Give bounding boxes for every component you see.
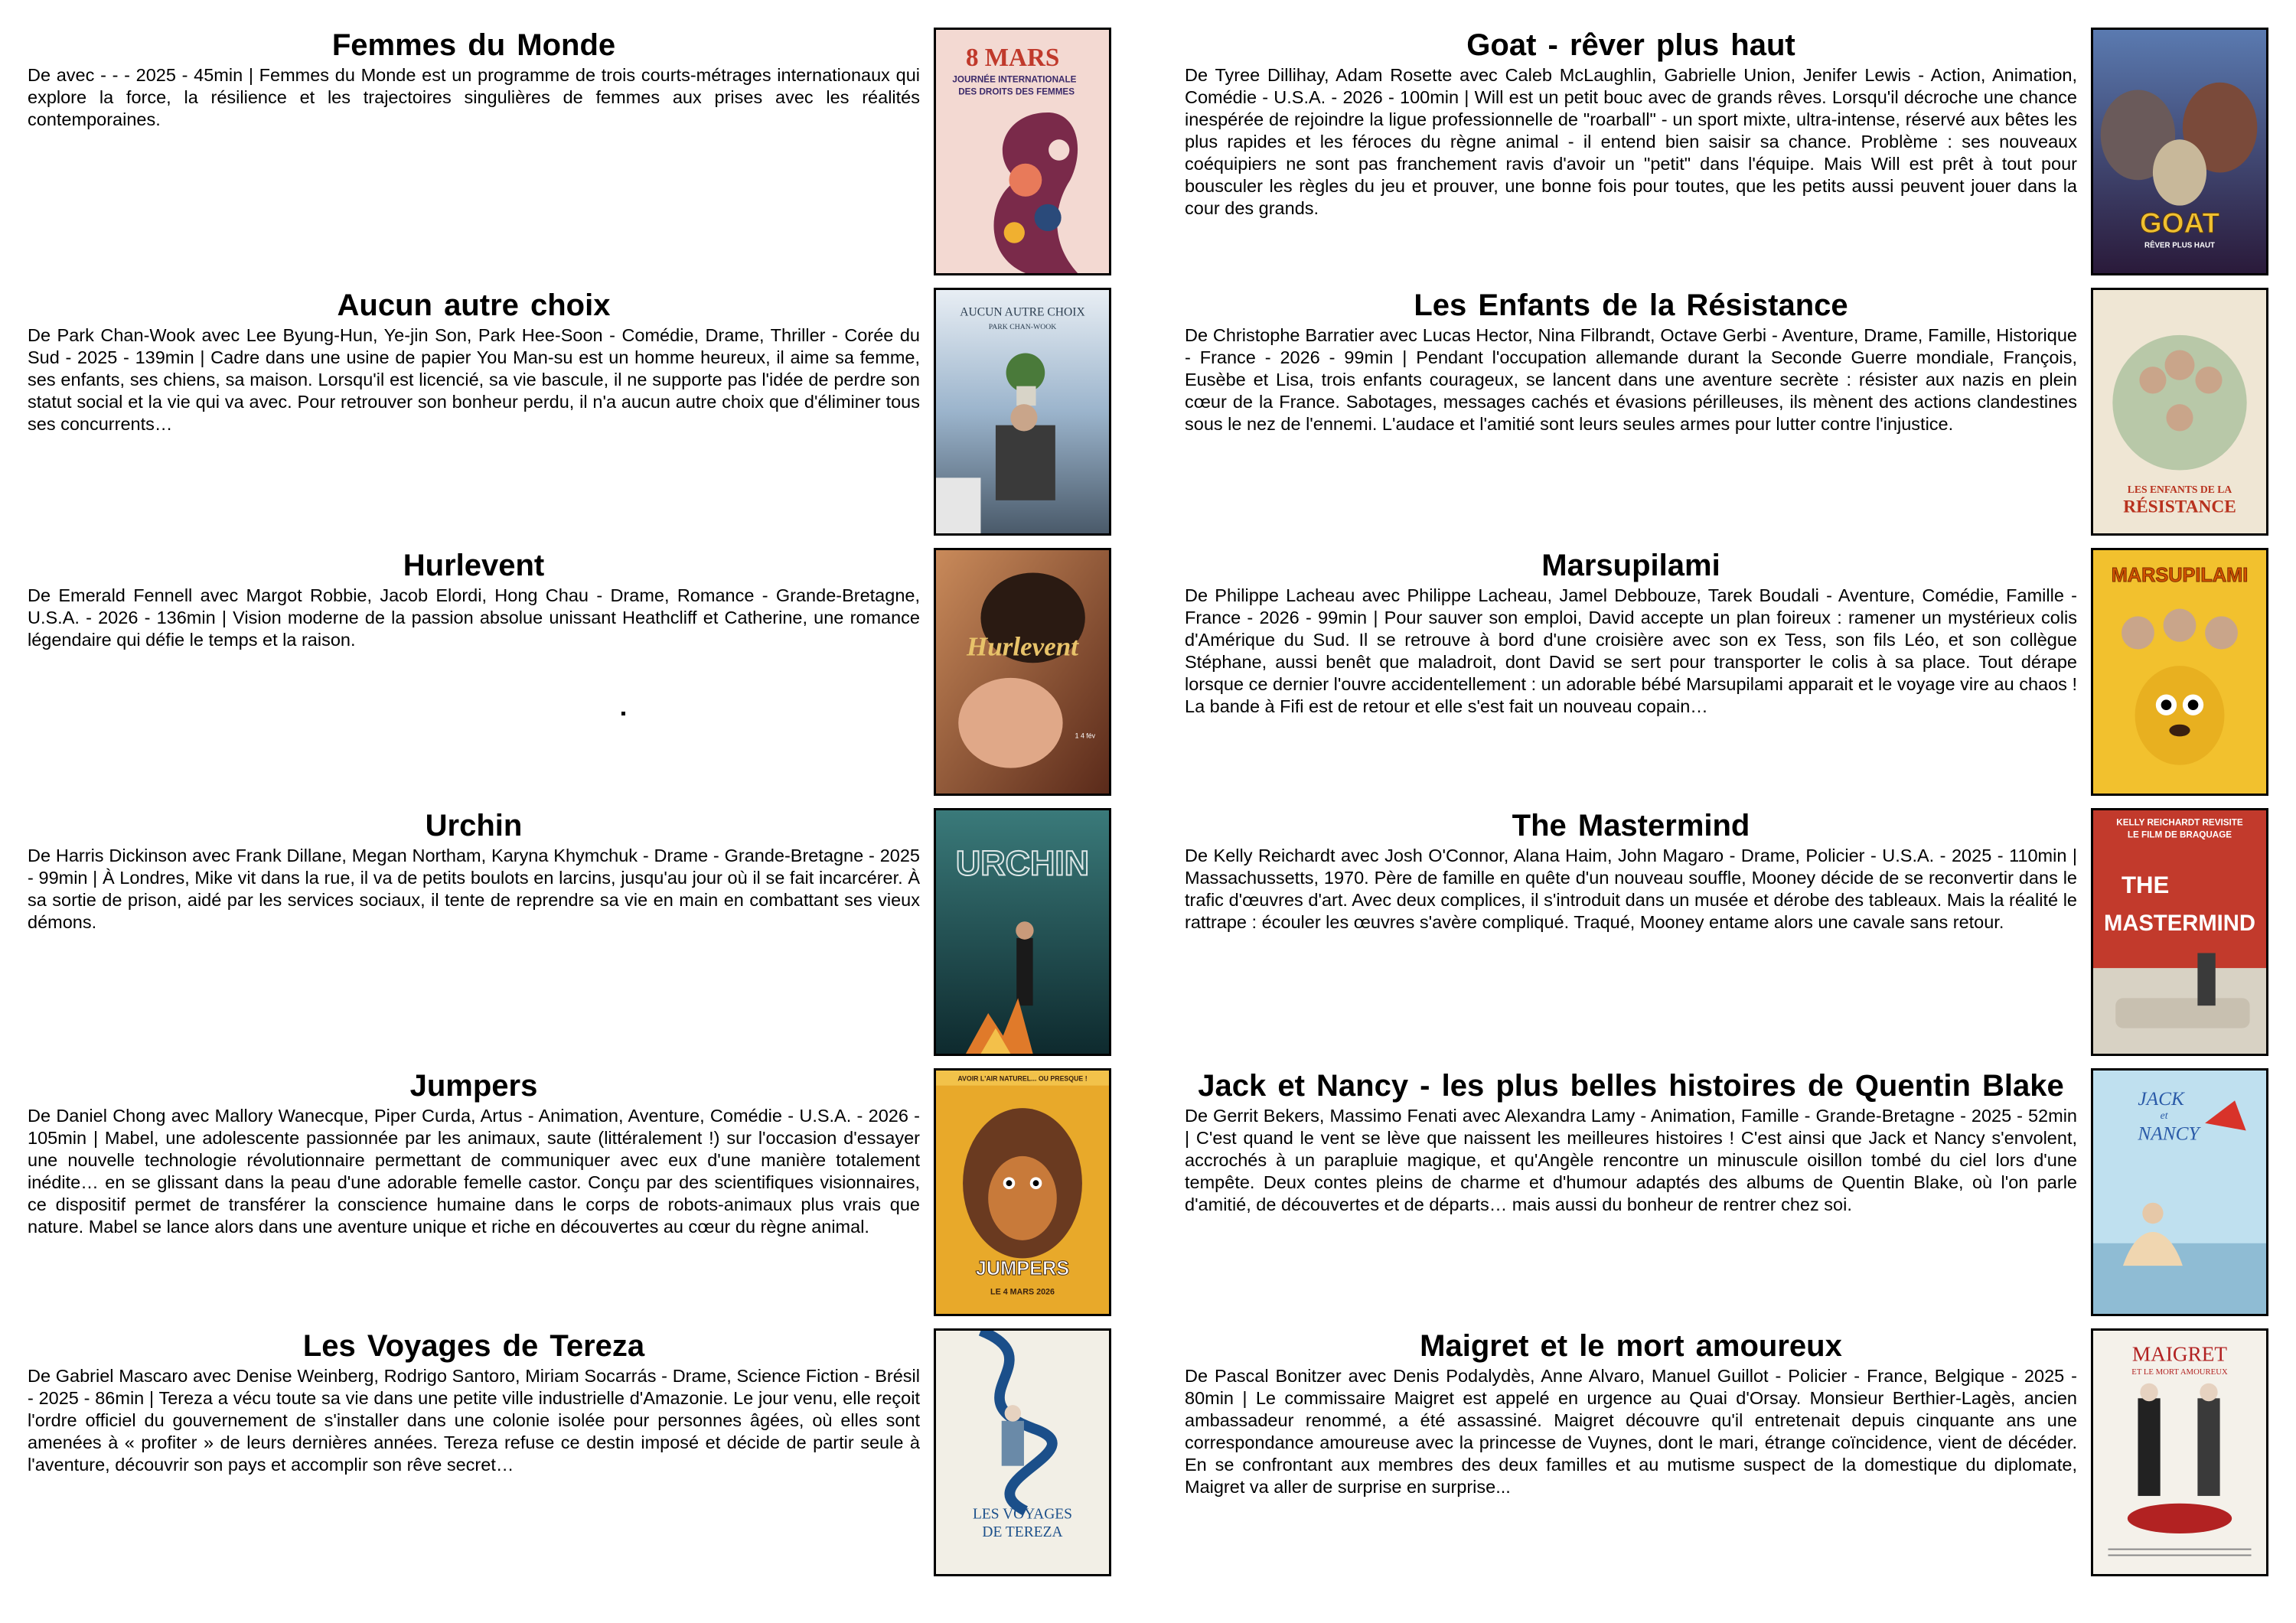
film-title: Urchin: [425, 809, 523, 842]
film-title: Jack et Nancy - les plus belles histoires de Quentin Blake: [1198, 1069, 2064, 1103]
film-poster: [934, 288, 1111, 536]
svg-text:DE TEREZA: DE TEREZA: [982, 1524, 1063, 1540]
film-title: The Mastermind: [1512, 809, 1750, 842]
svg-text:DES DROITS DES FEMMES: DES DROITS DES FEMMES: [958, 86, 1075, 97]
film-entry: [28, 1328, 1117, 1581]
svg-text:LE FILM DE BRAQUAGE: LE FILM DE BRAQUAGE: [2127, 829, 2232, 840]
film-poster: [2091, 288, 2268, 536]
film-poster: [934, 548, 1111, 796]
film-description: De Philippe Lacheau avec Philippe Lacheau, Jamel Debbouze, Tarek Boudali - Aventure, Comédie, Famille - France - 2026 - 99min | Pour sauver son emploi, David accepte un plan foireux : ramener un mystérieux colis d'Amérique du Sud. Il se retrouve à bord d'une croisière avec son ex Tess, son fils Léo, et son collègue Stéphane, aussi benêt que maladroit, dont David se sert pour transporter le colis à sa place. Tout dérape lorsque ce dernier l'ouvre accidentellement : un adorable bébé Marsupilami apparait et le voyage vire au chaos ! La bande à Fifi est de retour et elle s'est fait un nouveau copain…: [1185, 585, 2077, 716]
svg-text:THE: THE: [2122, 871, 2170, 898]
film-title: Jumpers: [409, 1069, 538, 1103]
film-entry: [28, 28, 1117, 280]
film-description: De Gabriel Mascaro avec Denise Weinberg, Rodrigo Santoro, Miriam Socarrás - Drame, Science Fiction - Brésil - 2025 - 86min | Tereza a vécu toute sa vie dans une petite ville industrielle d'Amazonie. Le jour venu, elle reçoit l'ordre officiel du gouvernement de s'installer dans une colonie isolée pour personnes âgées, où elles sont amenées à « profiter » de leurs dernières années. Tereza refuse ce destin imposé et décide de partir seule à l'aventure, découvrir son pays et accomplir son rêve secret…: [28, 1366, 920, 1475]
svg-text:JUMPERS: JUMPERS: [975, 1257, 1070, 1279]
film-entry: [1185, 1328, 2275, 1581]
svg-text:et: et: [2160, 1109, 2168, 1121]
stray-dot: [621, 712, 625, 715]
svg-text:MARSUPILAMI: MARSUPILAMI: [2111, 565, 2249, 587]
svg-text:ET LE MORT AMOUREUX: ET LE MORT AMOUREUX: [2131, 1367, 2228, 1377]
film-title: Hurlevent: [403, 549, 545, 582]
film-title: Maigret et le mort amoureux: [1420, 1329, 1842, 1363]
film-entry: [1185, 1068, 2275, 1321]
film-poster: [2091, 548, 2268, 796]
film-entry: [1185, 288, 2275, 540]
film-title: Marsupilami: [1541, 549, 1720, 582]
film-description: De Christophe Barratier avec Lucas Hector, Nina Filbrandt, Octave Gerbi - Aventure, Drame, Famille, Historique - France - 2026 - 99min | Pendant l'occupation allemande durant la Seconde Guerre mondiale, François, Eusèbe et Lisa, trois enfants courageux, se lancent dans une aventure secrète : résister aux nazis en plein cœur de la France. Sabotages, messages cachés et évasions périlleuses, ils mènent des actions clandestines sous le nez de l'ennemi. L'audace et l'amitié sont leurs seules armes pour lutter contre l'injustice.: [1185, 325, 2077, 434]
film-entry: [28, 288, 1117, 540]
svg-text:MAIGRET: MAIGRET: [2131, 1342, 2228, 1366]
film-title: Les Enfants de la Résistance: [1414, 288, 1848, 322]
film-entry: [1185, 548, 2275, 800]
film-title: Aucun autre choix: [337, 288, 611, 322]
film-description: De Harris Dickinson avec Frank Dillane, Megan Northam, Karyna Khymchuk - Drame - Grande-Bretagne - 2025 - 99min | À Londres, Mike vit dans la rue, il va de petits boulots en larcins, jusqu'au jour où il se fait incarcérer. À sa sortie de prison, aidé par les services sociaux, il tente de reprendre sa vie en main en combattant ses vieux démons.: [28, 846, 920, 932]
film-entry: [28, 548, 1117, 800]
film-poster: [2091, 1068, 2268, 1316]
svg-text:RÊVER PLUS HAUT: RÊVER PLUS HAUT: [2144, 241, 2215, 250]
film-entry: [1185, 28, 2275, 280]
film-description: De avec - - - 2025 - 45min | Femmes du Monde est un programme de trois courts-métrages internationaux qui explore la force, la résilience et les trajectoires singulières de femmes aux prises avec les réalités contemporaines.: [28, 65, 920, 129]
svg-text:AVOIR L'AIR NATUREL... OU PRES: AVOIR L'AIR NATUREL... OU PRESQUE !: [957, 1074, 1088, 1083]
film-title: Femmes du Monde: [331, 28, 616, 62]
film-description: De Park Chan-Wook avec Lee Byung-Hun, Ye-jin Son, Park Hee-Soon - Comédie, Drame, Thriller - Corée du Sud - 2025 - 139min | Cadre dans une usine de papier You Man-su est un homme heureux, il aime sa femme, ses enfants, ses chiens, sa maison. Lorsqu'il est licencié, sa vie bascule, il ne supporte pas l'idée de perdre son statut social et la vie qui va avec. Pour retrouver son bonheur perdu, il n'a aucun autre choix que d'éliminer tous ses concurrents…: [28, 325, 920, 434]
svg-text:MASTERMIND: MASTERMIND: [2103, 910, 2256, 937]
svg-text:URCHIN: URCHIN: [955, 843, 1090, 883]
film-poster: [934, 1068, 1111, 1316]
film-poster: [934, 808, 1111, 1056]
film-poster: [934, 28, 1111, 275]
film-title: Goat - rêver plus haut: [1466, 28, 1795, 62]
svg-text:GOAT: GOAT: [2139, 206, 2220, 240]
film-title: Les Voyages de Tereza: [302, 1329, 645, 1363]
svg-text:JACK: JACK: [2138, 1088, 2184, 1110]
film-description: De Kelly Reichardt avec Josh O'Connor, Alana Haim, John Magaro - Drame, Policier - U.S.A. - 2025 - 110min | Massachussetts, 1970. Père de famille en quête d'un nouveau souffle, Mooney décide de se reconvertir dans le trafic d'œuvres d'art. Avec deux complices, il s'introduit dans un musée et dérobe des tableaux. Mais la réalité le rattrape : écouler les œuvres s'avère compliqué. Traqué, Mooney entame alors une cavale sans retour.: [1185, 846, 2077, 932]
svg-text:LE 4 MARS 2026: LE 4 MARS 2026: [990, 1287, 1055, 1297]
svg-text:LES ENFANTS DE LA: LES ENFANTS DE LA: [2127, 483, 2232, 496]
svg-text:Hurlevent: Hurlevent: [966, 631, 1079, 662]
svg-text:8 MARS: 8 MARS: [965, 44, 1060, 73]
film-description: De Emerald Fennell avec Margot Robbie, Jacob Elordi, Hong Chau - Drame, Romance - Grande-Bretagne, U.S.A. - 2026 - 136min | Vision moderne de la passion absolue unissant Heathcliff et Catherine, une romance légendaire qui défie le temps et la raison.: [28, 585, 920, 650]
svg-text:RÉSISTANCE: RÉSISTANCE: [2123, 497, 2236, 517]
film-description: De Gerrit Bekers, Massimo Fenati avec Alexandra Lamy - Animation, Famille - Grande-Bretagne - 2025 - 52min | C'est quand le vent se lève que naissent les meilleures histoires ! C'est ainsi que Jack et Nancy s'envolent, accrochés à un parapluie magique, et qu'Angèle rencontre un minuscule oisillon tombé du ciel lors d'une tempête. Deux contes pleins de charme et d'humour adaptés des albums de Quentin Blake, où l'on parle d'amitié, de découvertes et de départs… mais aussi du bonheur de rentrer chez soi.: [1185, 1106, 2077, 1214]
film-poster: [2091, 808, 2268, 1056]
film-entry: [28, 1068, 1117, 1321]
film-entry: [28, 808, 1117, 1061]
svg-text:1 4 fév: 1 4 fév: [1075, 732, 1095, 740]
svg-text:JOURNÉE INTERNATIONALE: JOURNÉE INTERNATIONALE: [952, 74, 1077, 85]
svg-text:PARK CHAN-WOOK: PARK CHAN-WOOK: [988, 323, 1057, 332]
film-poster: [934, 1328, 1111, 1576]
svg-text:KELLY REICHARDT REVISITE: KELLY REICHARDT REVISITE: [2116, 817, 2243, 828]
film-description: De Tyree Dillihay, Adam Rosette avec Caleb McLaughlin, Gabrielle Union, Jenifer Lewis - Action, Animation, Comédie - U.S.A. - 2026 - 100min | Will est un petit bouc avec de grands rêves. Lorsqu'il décroche une chance inespérée de rejoindre la ligue professionnelle de "roarball" - un sport mixte, ultra-intense, réservé aux bêtes les plus rapides et les féroces du règne animal - il entend bien saisir sa chance. Problème : ses nouveaux coéquipiers ne sont pas franchement ravis d'avoir un "petit" dans l'équipe. Mais Will est prêt à tout pour bousculer les règles du jeu et prouver, une bonne fois pour toutes, que les petits aussi peuvent jouer dans la cour des grands.: [1185, 65, 2077, 218]
film-description: De Daniel Chong avec Mallory Wanecque, Piper Curda, Artus - Animation, Aventure, Comédie - U.S.A. - 2026 - 105min | Mabel, une adolescente passionnée par les animaux, saute (littéralement !) sur l'occasion d'essayer une nouvelle technologie révolutionnaire permettant de communiquer avec eux d'une manière totalement inédite… en se glissant dans la peau d'une adorable femelle castor. Conçu par des scientifiques visionnaires, ce dispositif permet de transférer la conscience humaine dans le corps de robots-animaux plus vrais que nature. Mabel se lance alors dans une aventure unique et riche en découvertes au cœur du règne animal.: [28, 1106, 920, 1237]
svg-text:AUCUN AUTRE CHOIX: AUCUN AUTRE CHOIX: [960, 305, 1085, 319]
film-poster: [2091, 1328, 2268, 1576]
film-description: De Pascal Bonitzer avec Denis Podalydès, Anne Alvaro, Manuel Guillot - Policier - France, Belgique - 2025 - 80min | Le commissaire Maigret est appelé en urgence au Quai d'Orsay. Monsieur Berthier-Lagès, ancien ambassadeur renommé, a été assassiné. Maigret découvre qu'il entretenait depuis cinquante ans une correspondance amoureuse avec la princesse de Vuynes, dont le mari, étrange coïncidence, vient de décéder. En se confrontant aux membres des deux familles et au mutisme suspect de la domestique du diplomate, Maigret va aller de surprise en surprise...: [1185, 1366, 2077, 1497]
svg-text:LES VOYAGES: LES VOYAGES: [972, 1506, 1073, 1523]
svg-text:NANCY: NANCY: [2138, 1123, 2200, 1145]
film-entry: [1185, 808, 2275, 1061]
film-poster: [2091, 28, 2268, 275]
